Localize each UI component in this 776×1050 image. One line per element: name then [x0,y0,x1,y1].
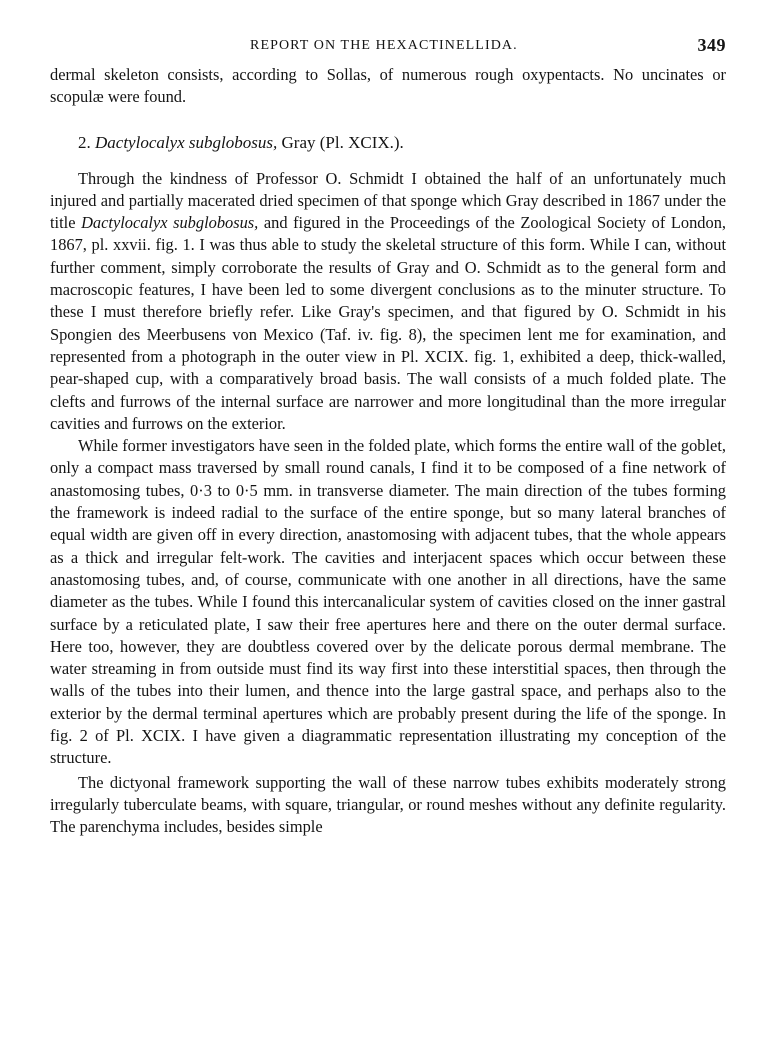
section-number: 2. [78,132,91,152]
paragraph-1-text-a: Through the kindness of Professor O. Schmidt I obtained the half of an unfortunately much injured and partially macerated dried specimen of that sponge which Gray described in 1867 under the title [50,168,726,233]
document-page [50,35,726,841]
section-authority: Gray (Pl. XCIX.). [281,132,404,152]
running-title: REPORT ON THE HEXACTINELLIDA. [250,38,518,53]
section-taxon: Dactylocalyx subglobosus, [95,132,278,152]
body-paragraph-1 [50,168,726,436]
paragraph-1-text-b: and figured in the Proceedings of the Zoological Society of London, 1867, pl. xxvii. fig. 1. I was thus able to study the skeletal structure of this form. While I can, without further comment, simply corroborate the results of Gray and O. Schmidt as to the general form and macroscopic features, I have been led to some divergent conclusions as to the minuter structure. To these I must therefore briefly refer. Like Gray's specimen, and that figured by O. Schmidt in his Spongien des Meerbusens von Mexico (Taf. iv. fig. 8), the specimen lent me for examination, and represented from a photograph in the outer view in Pl. XCIX. fig. 1, exhibited a deep, thick-walled, pear-shaped cup, with a comparatively broad basis. The wall consists of a much folded plate. The clefts and furrows of the internal surface are narrower and more longitudinal than the more irregular cavities and furrows on the exterior. [50,213,726,433]
intro-paragraph: dermal skeleton consists, according to Sollas, of numerous rough oxypentacts. No uncinates or scopulæ were found. [50,65,726,107]
body-paragraph-2: While former investigators have seen in the folded plate, which forms the entire wall of the goblet, only a compact mass traversed by small round canals, I find it to be composed of a fine network of anastomosing tubes, 0·3 to 0·5 mm. in transverse diameter. The main direction of the tubes forming the framework is indeed radial to the surface of the entire sponge, but so many lateral branches of equal width are given off in every direction, anastomosing with adjacent tubes, that the whole appears as a thick and irregular felt-work. The cavities and interjacent spaces which occur between these anastomosing tubes, and, of course, communicate with one another in all directions, have the same diameter as the tubes. While I found this intercanalicular system of cavities closed on the inner gastral surface by a reticulated plate, I saw their free apertures here and there on the outer dermal surface. Here too, however, they are doubtless covered over by the delicate porous dermal membrane. The water streaming in from outside must find its way first into these interstitial spaces, then through the walls of the tubes into their lumen, and thence into the large gastral space, and perhaps also to the exterior by the dermal terminal apertures which are probably present during the life of the sponge. In fig. 2 of Pl. XCIX. I have given a diagrammatic representation illustrating my conception of the structure. [50,436,726,768]
section-heading [78,131,726,155]
running-header [50,35,726,64]
body-paragraph-3: The dictyonal framework supporting the wall of these narrow tubes exhibits moderately strong irregularly tuberculate beams, with square, triangular, or round meshes without any definite regularity. The parenchyma includes, besides simple [50,772,726,837]
paragraph-1-taxon: Dactylocalyx subglobosus, [81,213,259,233]
page-number: 349 [697,35,726,55]
